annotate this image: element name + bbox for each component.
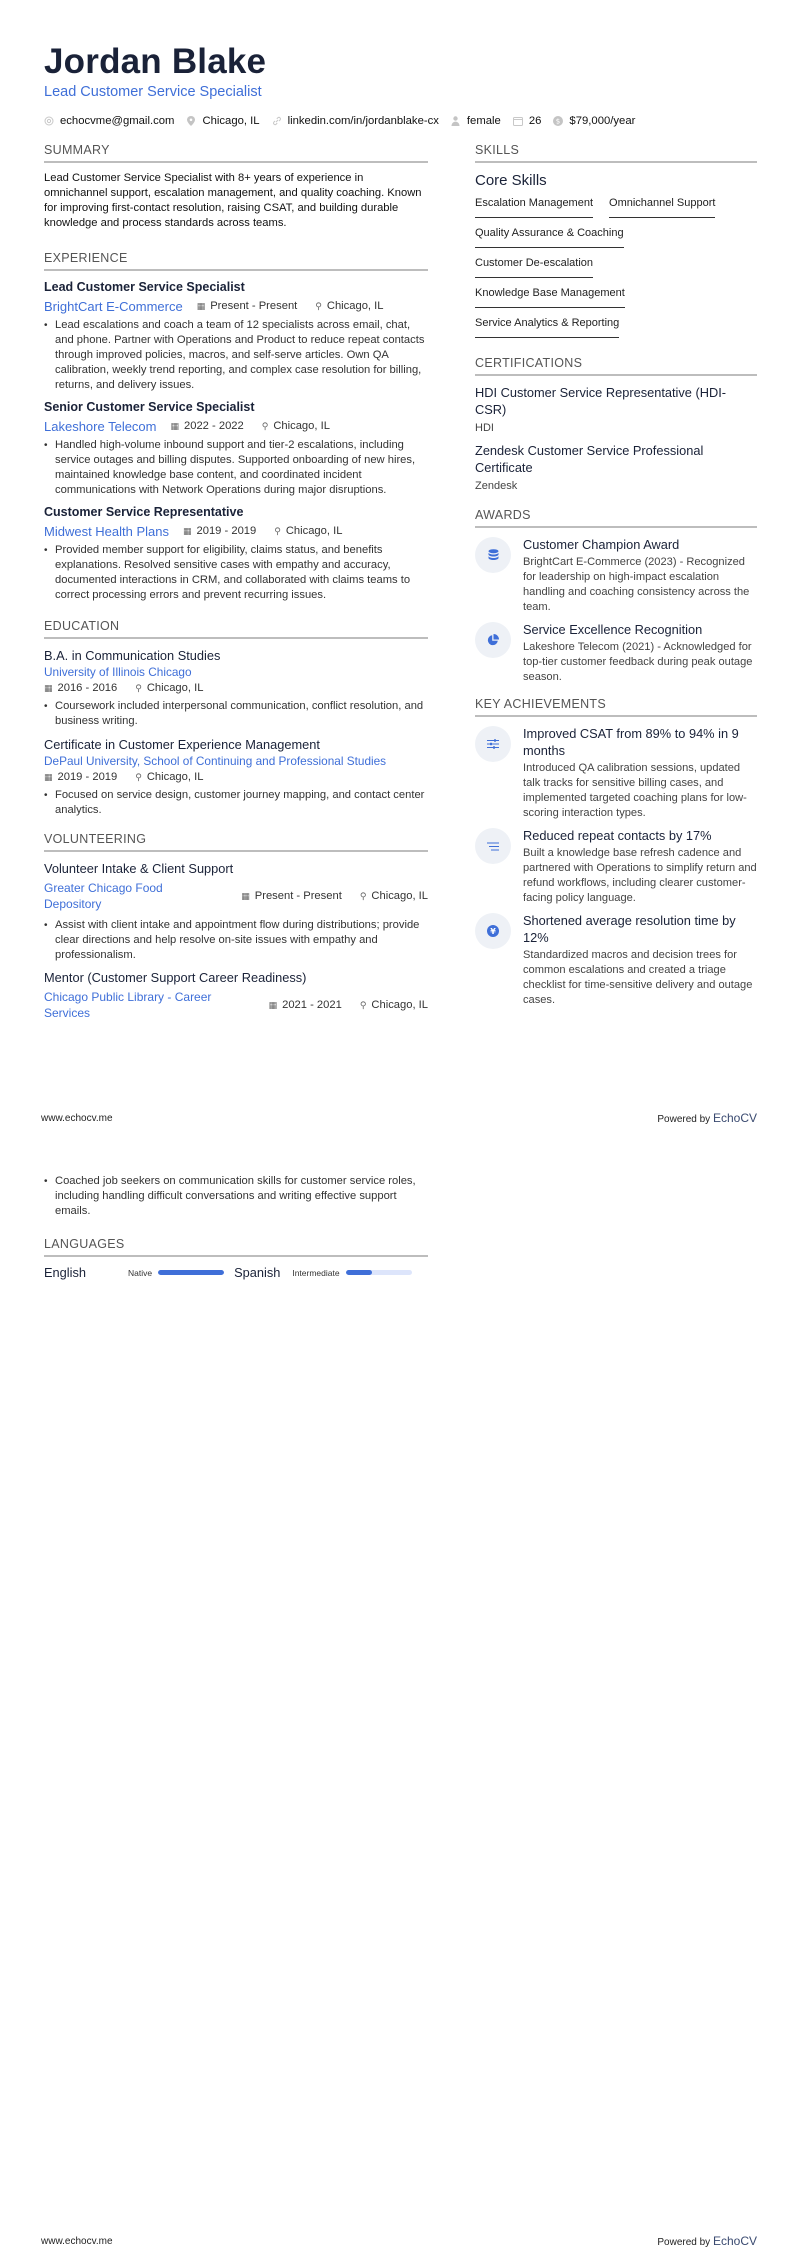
resume-page-2 [0,1123,794,2246]
certification-name: HDI Customer Service Representative (HDI-CSR) [475,385,727,417]
svg-text:¥: ¥ [490,927,496,936]
award-title: Customer Champion Award [523,537,680,552]
summary-section [44,143,428,231]
calendar-icon [513,116,523,126]
volunteering-heading: VOLUNTEERING [44,832,428,852]
calendar-icon: ▦ [44,683,53,693]
footer-site-link[interactable]: www.echocv.me [41,1112,113,1124]
edu-bullet: • Coursework included interpersonal communication, conflict resolution, and business writing. [44,700,424,727]
award-item [475,536,757,615]
school-name: University of Illinois Chicago [44,665,192,679]
candidate-name: Jordan Blake [44,42,267,81]
skill-tag: Quality Assurance & Coaching [475,224,624,248]
school-name: DePaul University, School of Continuing and Professional Studies [44,754,387,768]
certifications-section [475,356,757,494]
language-proficiency-bar [346,1270,412,1275]
certification-issuer: HDI [475,422,494,434]
location-pin-icon: ⚲ [359,999,367,1010]
volunteer-dates: Present - Present [254,890,342,902]
award-description: BrightCart E-Commerce (2023) - Recognized for leadership on high-impact escalation handling and coaching consistency across the team. [523,556,750,613]
skill-tag: Knowledge Base Management [475,284,625,308]
company-name: Midwest Health Plans [44,524,169,539]
education-heading: EDUCATION [44,619,428,639]
calendar-icon: ▦ [170,421,180,431]
experience-item [44,399,428,498]
calendar-icon: ▦ [196,301,206,311]
bullet-dot-icon: • [44,440,48,451]
job-dates: 2022 - 2022 [184,420,244,432]
bullet-dot-icon: • [44,545,48,556]
degree-name: B.A. in Communication Studies [44,648,221,663]
footer-powered-by: Powered by EchoCV [657,1111,757,1125]
summary-heading: SUMMARY [44,143,428,163]
job-title: Lead Customer Service Specialist [44,280,245,294]
skill-tag: Customer De-escalation [475,254,593,278]
company-name: BrightCart E-Commerce [44,299,183,314]
achievement-description: Standardized macros and decision trees for common escalations and created a triage checklist for time-sensitive delivery and outage cases. [523,949,753,1006]
achievement-title: Shortened average resolution time by 12% [523,913,736,945]
job-dates: 2019 - 2019 [196,525,257,537]
awards-section [475,508,757,685]
certification-item [475,384,757,436]
right-column [475,143,757,1014]
person-icon [451,116,461,126]
education-item [44,736,428,818]
certifications-heading: CERTIFICATIONS [475,356,757,376]
job-location: Chicago, IL [285,525,343,537]
edu-location: Chicago, IL [146,771,204,783]
language-proficiency-bar [158,1270,224,1275]
edu-bullet: • Focused on service design, customer journey mapping, and contact center analytics. [44,789,425,816]
candidate-title: Lead Customer Service Specialist [44,84,262,100]
award-item [475,621,757,685]
volunteering-section [44,832,428,1021]
languages-list [44,1265,428,1280]
skills-heading: SKILLS [475,143,757,163]
volunteer-org: Greater Chicago Food Depository [44,881,163,911]
education-section [44,619,428,818]
volunteer-bullet: • Coached job seekers on communication skills for customer service roles, including handling difficult conversations and writing effective support emails. [44,1175,416,1217]
resume-page-1 [0,0,794,1123]
job-bullet: • Provided member support for eligibility, claims status, and benefits explanations. Resolved sensitive cases with empathy and accuracy, documented interactions in CRM, and collaborated with claims teams to correct processing errors and prevent recurring issues. [44,544,411,601]
experience-item [44,279,428,393]
language-level: Native [128,1267,153,1278]
awards-heading: AWARDS [475,508,757,528]
achievements-section [475,697,757,1008]
volunteer-bullet: • Assist with client intake and appointment flow during distributions; provide clear directions and help resolve on-site issues with empathy and professionalism. [44,919,420,961]
volunteer-role: Volunteer Intake & Client Support [44,861,234,876]
skill-tag: Escalation Management [475,194,593,218]
sliders-icon [475,726,511,762]
achievement-description: Introduced QA calibration sessions, updated talk tracks for sensitive billing cases, and implemented targeted coaching plans for low-scoring interaction types. [523,762,747,819]
achievement-title: Improved CSAT from 89% to 94% in 9 months [523,726,739,758]
left-column-continued [44,1171,428,1280]
contact-location: Chicago, IL [186,115,259,127]
bullet-dot-icon: • [44,790,48,801]
edu-location: Chicago, IL [146,682,204,694]
achievements-heading: KEY ACHIEVEMENTS [475,697,757,717]
location-pin-icon: ⚲ [261,421,269,431]
bullet-dot-icon: • [44,1176,48,1187]
volunteer-dates: 2021 - 2021 [282,999,342,1011]
summary-text: Lead Customer Service Specialist with 8+ years of experience in omnichannel support, escalation management, and quality coaching. Known for improving first-contact resolution, raising CSAT, and building durable knowledge and process standards across teams. [44,172,422,229]
location-pin-icon: ⚲ [135,772,142,782]
dollar-icon [553,116,563,126]
contact-gender: female [451,115,501,127]
bullet-dot-icon: • [44,701,48,712]
at-icon [44,116,54,126]
contact-row [44,115,754,127]
certification-issuer: Zendesk [475,480,518,492]
calendar-icon: ▦ [183,526,192,536]
achievement-description: Built a knowledge base refresh cadence and partnered with Operations to simplify return and refund workflows, including clearer customer-facing policy language. [523,847,757,904]
contact-salary: $ $79,000/year [553,115,635,127]
skills-list [475,194,757,344]
language-name: Spanish [234,1265,281,1280]
footer-brand[interactable]: EchoCV [712,1111,757,1125]
contact-linkedin[interactable]: linkedin.com/in/jordanblake-cx [272,115,439,127]
experience-heading: EXPERIENCE [44,251,428,271]
bullet-dot-icon: • [44,920,48,931]
left-column [44,143,428,1027]
job-title: Customer Service Representative [44,505,244,519]
award-description: Lakeshore Telecom (2021) - Acknowledged for top-tier customer feedback during peak outage season. [523,641,753,683]
skill-tag: Omnichannel Support [609,194,715,218]
degree-name: Certificate in Customer Experience Management [44,737,320,752]
lines-icon [475,828,511,864]
language-name: English [44,1265,86,1280]
edu-dates: 2019 - 2019 [57,771,118,783]
job-location: Chicago, IL [326,300,384,312]
language-level: Intermediate [292,1267,340,1278]
certification-item [475,442,757,494]
pie-chart-icon [475,622,511,658]
job-bullet: • Handled high-volume inbound support and tier-2 escalations, including service outages and billing disputes. Supported onboarding of new hires, maintained knowledge base content, and coordinated incident communications with Network Operations during major disruptions. [44,439,416,496]
link-icon [272,116,282,126]
footer-brand[interactable]: EchoCV [712,2234,757,2248]
achievement-title: Reduced repeat contacts by 17% [523,828,712,843]
skills-group-title: Core Skills [475,172,547,189]
volunteering-item [44,969,428,1021]
skills-section [475,143,757,344]
volunteer-location: Chicago, IL [371,890,428,902]
database-icon [475,537,511,573]
volunteer-org: Chicago Public Library - Career Services [44,990,212,1020]
job-location: Chicago, IL [273,420,330,432]
achievement-item [475,912,757,1008]
edu-dates: 2016 - 2016 [57,682,118,694]
education-item [44,647,428,729]
job-bullet: • Lead escalations and coach a team of 12 specialists across email, chat, and phone. Partner with Operations and Product to reduce repeat contacts through improved policies, macros, and self-serve articles. Own QA calibration, weekly trend reporting, and complex case resolution for billing, returns, and delivery issues. [44,319,425,391]
contact-email[interactable]: echocvme@gmail.com [44,115,174,127]
location-pin-icon [186,116,196,126]
volunteer-role: Mentor (Customer Support Career Readiness) [44,970,307,985]
languages-heading: LANGUAGES [44,1237,428,1257]
calendar-icon: ▦ [44,772,53,782]
contact-age: 26 [513,115,542,127]
experience-item [44,504,428,603]
languages-section [44,1237,428,1280]
skill-tag: Service Analytics & Reporting [475,314,619,338]
resume-header [44,42,754,127]
location-pin-icon: ⚲ [315,301,322,311]
experience-section [44,251,428,603]
yen-icon [475,913,511,949]
job-title: Senior Customer Service Specialist [44,400,255,414]
achievement-item [475,827,757,906]
footer-site-link[interactable]: www.echocv.me [41,2235,113,2247]
award-title: Service Excellence Recognition [523,622,703,637]
calendar-icon: ▦ [241,890,250,901]
location-pin-icon: ⚲ [359,890,367,901]
certification-name: Zendesk Customer Service Professional Certificate [475,443,704,475]
volunteering-item [44,860,428,963]
company-name: Lakeshore Telecom [44,419,157,434]
location-pin-icon: ⚲ [135,683,142,693]
bullet-dot-icon: • [44,320,48,331]
job-dates: Present - Present [210,300,298,312]
svg-text:$: $ [556,117,561,126]
location-pin-icon: ⚲ [274,526,281,536]
calendar-icon: ▦ [268,999,278,1010]
volunteer-location: Chicago, IL [371,999,428,1011]
footer-powered-by: Powered by EchoCV [657,2234,757,2248]
achievement-item [475,725,757,821]
